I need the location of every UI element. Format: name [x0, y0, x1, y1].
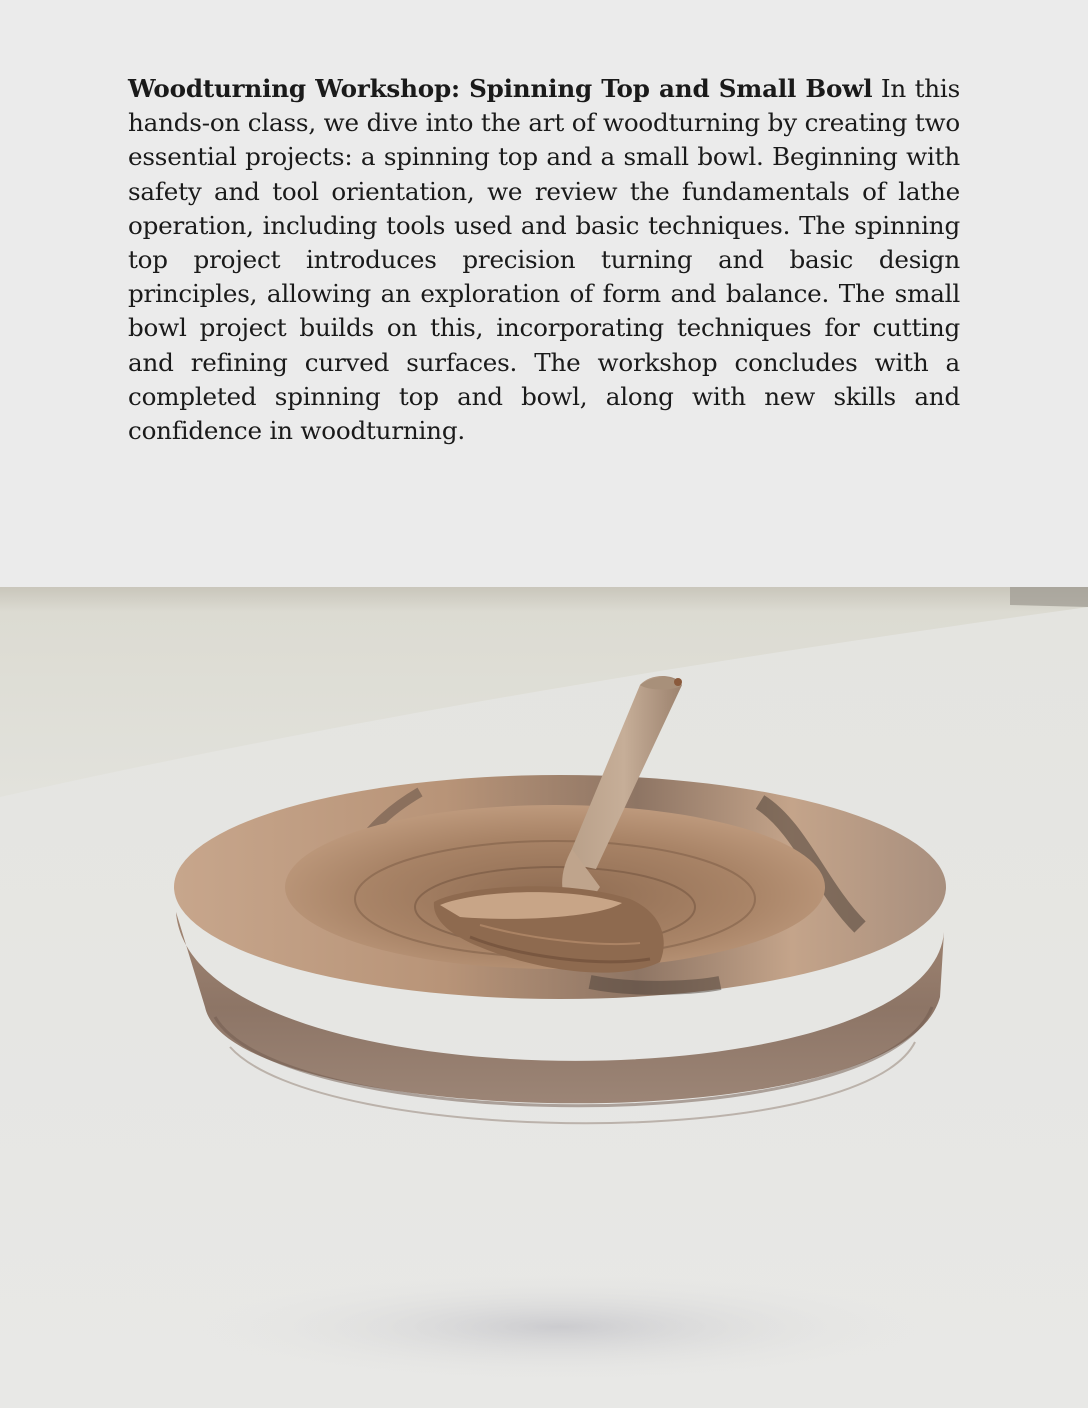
- bowl-and-top-photo: [0, 587, 1088, 1408]
- workshop-body: In this hands-on class, we dive into the art of woodturning by creating two essential projects: a spinning top and a small bowl. Beginning with safety and tool orientation, we review the fundamentals of lathe operation, including tools used and basic techniques. The spinning top project introduces precision turning and basic design principles, allowing an exploration of form and balance. The small bowl project builds on this, incorporating techniques for cutting and refining curved surfaces. The workshop concludes with a completed spinning top and bowl, along with new skills and confidence in woodturning.: [128, 74, 960, 446]
- bowl-shadow: [200, 1272, 920, 1382]
- workshop-title: Woodturning Workshop: Spinning Top and Small Bowl: [128, 74, 873, 103]
- workshop-description: [128, 72, 960, 448]
